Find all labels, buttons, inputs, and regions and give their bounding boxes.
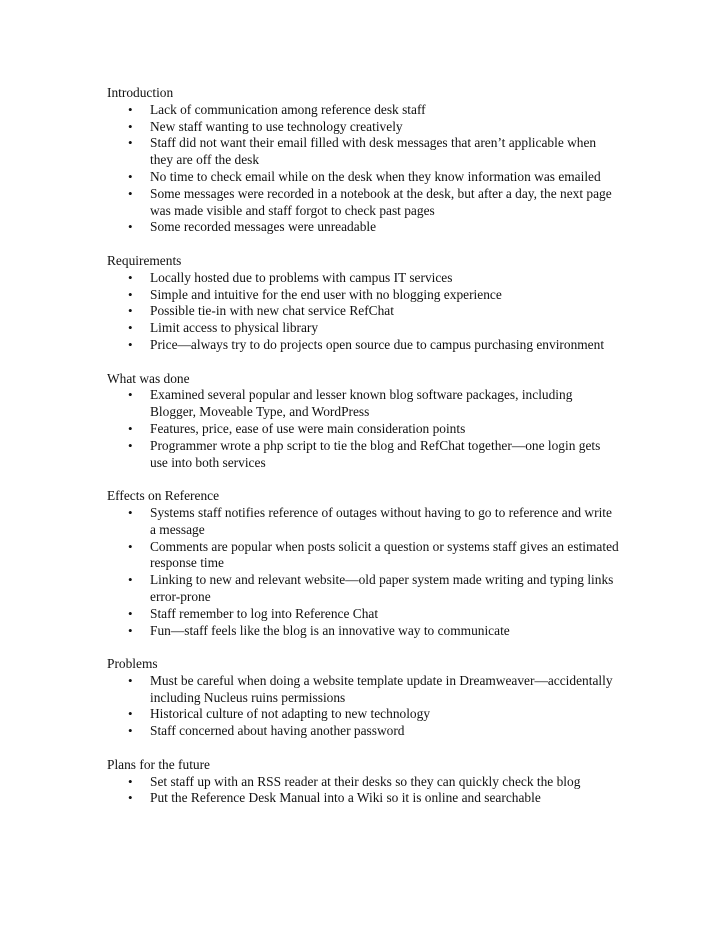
list-item	[107, 790, 619, 807]
list-item-text: Examined several popular and lesser known blog software packages, including Blogger, Moveable Type, and WordPress	[150, 387, 573, 420]
list-item	[107, 135, 619, 169]
section-heading: Introduction	[107, 85, 174, 100]
bullet-list	[107, 505, 619, 639]
bullet-icon: •	[128, 538, 133, 554]
list-item-text: Staff did not want their email filled with desk messages that aren’t applicable when they are off the desk	[150, 135, 597, 168]
list-item-text: Locally hosted due to problems with campus IT services	[150, 269, 453, 285]
list-item-text: Comments are popular when posts solicit a question or systems staff gives an estimated response time	[150, 538, 619, 571]
list-item	[107, 337, 619, 354]
bullet-list	[107, 270, 619, 354]
list-item	[107, 219, 619, 236]
list-item-text: Some recorded messages were unreadable	[150, 219, 377, 235]
list-item-text: Fun—staff feels like the blog is an innovative way to communicate	[150, 622, 510, 638]
list-item	[107, 169, 619, 186]
list-item-text: Price—always try to do projects open source due to campus purchasing environment	[150, 336, 605, 352]
list-item	[107, 706, 619, 723]
list-item-text: New staff wanting to use technology creatively	[150, 118, 403, 134]
bullet-list	[107, 387, 619, 471]
bullet-icon: •	[128, 269, 133, 285]
list-item-text: Linking to new and relevant website—old paper system made writing and typing links error-prone	[150, 572, 614, 604]
bullet-icon: •	[128, 101, 133, 117]
list-item-text: Some messages were recorded in a notebook at the desk, but after a day, the next page was made visible and staff forgot to check past pages	[150, 185, 612, 218]
section-heading: Requirements	[107, 252, 182, 268]
bullet-list	[107, 673, 619, 740]
list-item-text: Systems staff notifies reference of outages without having to go to reference and write a message	[150, 504, 612, 537]
list-item	[107, 505, 619, 539]
bullet-icon: •	[128, 437, 133, 453]
bullet-icon: •	[128, 286, 133, 302]
list-item-text: No time to check email while on the desk when they know information was emailed	[150, 168, 601, 184]
section-heading: Problems	[107, 656, 158, 672]
bullet-icon: •	[128, 118, 133, 134]
list-item-text: Features, price, ease of use were main consideration points	[150, 420, 466, 436]
bullet-icon: •	[128, 706, 133, 722]
list-item	[107, 303, 619, 320]
list-item-text: Simple and intuitive for the end user with no blogging experience	[150, 286, 502, 302]
bullet-icon: •	[128, 572, 133, 588]
bullet-icon: •	[128, 773, 133, 789]
list-item	[107, 673, 619, 707]
list-item	[107, 774, 619, 791]
list-item	[107, 186, 619, 220]
list-item	[107, 723, 619, 740]
section-effects-on-reference	[107, 488, 619, 639]
list-item-text: Historical culture of not adapting to new technology	[150, 706, 431, 722]
bullet-icon: •	[128, 135, 133, 151]
bullet-list	[107, 102, 619, 236]
section-heading: Effects on Reference	[107, 488, 220, 504]
section-requirements	[107, 253, 619, 354]
bullet-icon: •	[128, 605, 133, 621]
list-item	[107, 438, 619, 472]
list-item-text: Put the Reference Desk Manual into a Wiki so it is online and searchable	[150, 790, 541, 806]
bullet-icon: •	[128, 672, 133, 688]
list-item	[107, 119, 619, 136]
list-item	[107, 287, 619, 304]
section-what-was-done	[107, 371, 619, 472]
bullet-icon: •	[128, 790, 133, 806]
bullet-icon: •	[128, 303, 133, 319]
list-item-text: Must be careful when doing a website template update in Dreamweaver—accidentally including Nucleus ruins permissions	[150, 672, 613, 705]
list-item-text: Limit access to physical library	[150, 320, 319, 336]
list-item	[107, 270, 619, 287]
bullet-icon: •	[128, 336, 133, 352]
section-introduction	[107, 85, 619, 236]
list-item	[107, 606, 619, 623]
bullet-icon: •	[128, 387, 133, 403]
section-heading: What was done	[107, 370, 190, 386]
list-item-text: Staff concerned about having another password	[150, 723, 405, 739]
list-item	[107, 623, 619, 640]
list-item	[107, 102, 619, 119]
list-item-text: Possible tie-in with new chat service RefChat	[150, 303, 394, 319]
section-problems	[107, 656, 619, 740]
bullet-icon: •	[128, 420, 133, 436]
document-page	[107, 85, 619, 824]
bullet-icon: •	[128, 622, 133, 638]
list-item-text: Set staff up with an RSS reader at their desks so they can quickly check the blog	[150, 773, 581, 789]
bullet-list	[107, 774, 619, 808]
list-item	[107, 387, 619, 421]
bullet-icon: •	[128, 320, 133, 336]
bullet-icon: •	[128, 504, 133, 520]
section-plans-for-the-future	[107, 757, 619, 807]
bullet-icon: •	[128, 723, 133, 739]
bullet-icon: •	[128, 168, 133, 184]
list-item	[107, 572, 619, 606]
bullet-icon: •	[128, 219, 133, 235]
list-item	[107, 421, 619, 438]
list-item-text: Staff remember to log into Reference Chat	[150, 605, 379, 621]
list-item	[107, 539, 619, 573]
list-item-text: Lack of communication among reference desk staff	[150, 101, 426, 117]
section-heading: Plans for the future	[107, 756, 211, 772]
list-item-text: Programmer wrote a php script to tie the blog and RefChat together—one login gets use into both services	[150, 437, 601, 470]
bullet-icon: •	[128, 185, 133, 201]
list-item	[107, 320, 619, 337]
